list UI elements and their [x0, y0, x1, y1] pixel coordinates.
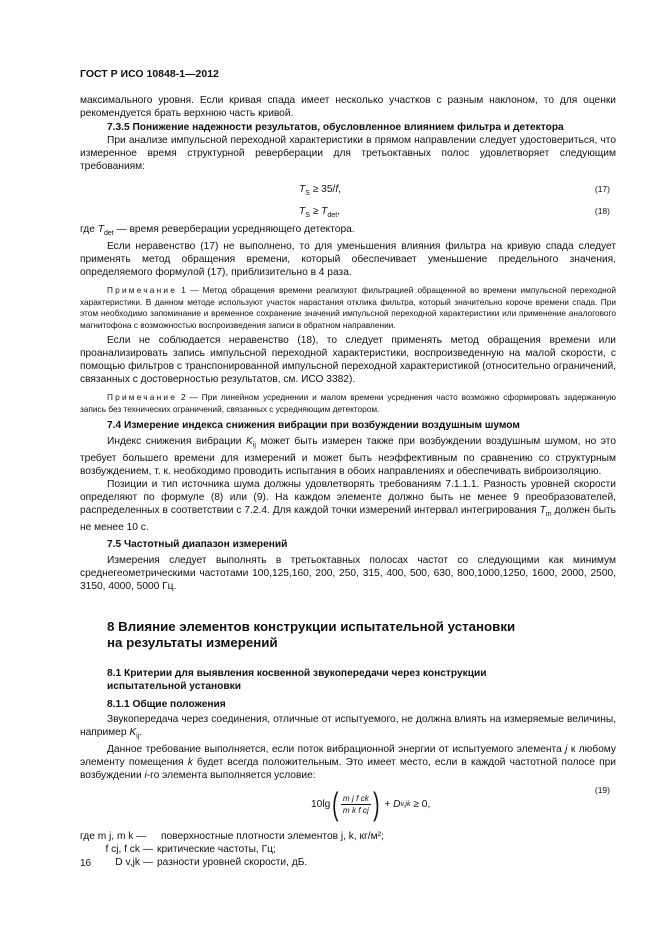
paragraph-7-4-a: Индекс снижения вибрации $K_{ij}$ может быть измерен также при возбуждении воздушным шумом, но это требует большего времени для измерений и может быть неэффективным по сравнению со структурным возбуждением, т. к. необходимо проводить испытания в обоих направлениях и обеспечивать виброизоляцию. — [80, 436, 616, 478]
page-header: ГОСТ Р ИСО 10848-1—2012 — [80, 68, 219, 80]
heading-7-5: 7.5 Частотный диапазон измерений — [107, 539, 288, 551]
definition-list — [80, 830, 616, 869]
paragraph-ineq-18: Если не соблюдается неравенство (18), то следует применять метод обращения времени или проанализировать запись импульсной переходной характеристики, воспроизведенную на малой скорости, с помощью фильтров с транспонированной импульсной переходной характеристикой (относительно ограничений, связанных с достоверностью результатов, см. ИСО 3382). — [80, 335, 616, 386]
formula-number-17: (17) — [594, 184, 610, 194]
heading-7-4: 7.4 Измерение индекса снижения вибрации при возбуждении воздушным шумом — [107, 420, 520, 432]
paragraph-ineq-17: Если неравенство (17) не выполнено, то для уменьшения влияния фильтра на кривую спада следует применять метод обращения времени, который обеспечивает уменьшение предельного значения, определяемого формулой (17), приблизительно в 4 раза. — [80, 241, 616, 279]
definition-row: D v,jk — разности уровней скорости, дБ. — [115, 857, 308, 869]
heading-section-8: 8 Влияние элементов конструкции испытательной установки на результаты измерений — [107, 619, 516, 651]
formula-19: 10lg ( m j f ck m k f cj ) + D v,jk ≥ 0, (19) — [311, 785, 610, 823]
paragraph-8-1-1-b: Данное требование выполняется, если поток вибрационной энергии от испытуемого элемента j к любому элементу помещения k будет всегда положительным. Это имеет место, если в каждой частотной полосе при возбуждении i-го элемента выполняется условие: — [80, 744, 617, 782]
heading-8-1-1: 8.1.1 Общие положения — [107, 699, 226, 711]
paragraph-intro: максимального уровня. Если кривая спада имеет несколько участков с разным наклоном, то для оценки рекомендуется брать верхнюю часть кривой. — [80, 95, 616, 119]
formula-17: $T_S \ge 35/f$, (17) — [299, 184, 610, 198]
paragraph-7-4-b: Позиции и тип источника шума должны удовлетворять требованиям 7.1.1.1. Разность уровней скорости определяют по формуле (8) или (9). На каждом элементе должно быть не менее 9 преобразователей, распределенных в соответствии с 7.2.4. Для каждой точки измерений интервал интегрирования $T_m$ должен быть не менее 10 с. — [80, 479, 616, 534]
fraction: m j f ck m k f cj — [342, 793, 369, 815]
note-2: Примечание 2 — При линейном усреднении и малом времени усреднения часто возможно сформировать задержанную запись без технических ограничений, связанных с усредняющим детектором. — [80, 392, 616, 414]
formula-number-18: (18) — [594, 206, 610, 216]
formula-number-19: (19) — [594, 785, 610, 796]
definition-row: где m j, m k — поверхностные плотности элементов j, k, кг/м²; — [80, 831, 384, 843]
where-tdet: где $T_{det}$ — время реверберации усредняющего детектора. — [80, 224, 355, 238]
formula-18: $T_S \ge T_{det}$, (18) — [299, 206, 610, 220]
heading-7-3-5: 7.3.5 Понижение надежности результатов, обусловленное влиянием фильтра и детектора — [107, 122, 564, 133]
paragraph-7-3-5: При анализе импульсной переходной характеристики в прямом направлении следует удостовериться, что измеренное время структурной реверберации для третьоктавных полос удовлетворяет следующим требованиям: — [80, 135, 616, 172]
definition-row: f cj, f ck — критические частоты, Гц; — [105, 844, 276, 856]
paragraph-7-5: Измерения следует выполнять в третьоктавных полосах частот со следующими как минимум среднегеометрическими частотами 100,125,160, 200, 250, 315, 400, 500, 630, 800,1000,1250, 1600, 2000, 2500, 3150, 4000, 5000 Гц. — [80, 555, 616, 593]
note-1: Примечание 1 — Метод обращения времени реализуют фильтрацией обращенной во времени импульсной переходной характеристики. В данном методе используют участок нарастания отклика фильтра, который значительно короче времени спада. При этом необходимо запоминание и временное сохранение значений импульсной переходной характеристики или применение аналогового магнитофона с возможностью воспроизведения записи в обратном направлении. — [80, 285, 616, 330]
heading-8-1: 8.1 Критерии для выявления косвенной звукопередачи через конструкции испытательной установки — [107, 668, 487, 693]
page-number: 16 — [80, 858, 92, 869]
page-content — [80, 94, 616, 869]
paragraph-8-1-1-a: Звукопередача через соединения, отличные от испытуемого, не должна влиять на измеряемые величины, например $K_{ij}$. — [80, 714, 616, 741]
